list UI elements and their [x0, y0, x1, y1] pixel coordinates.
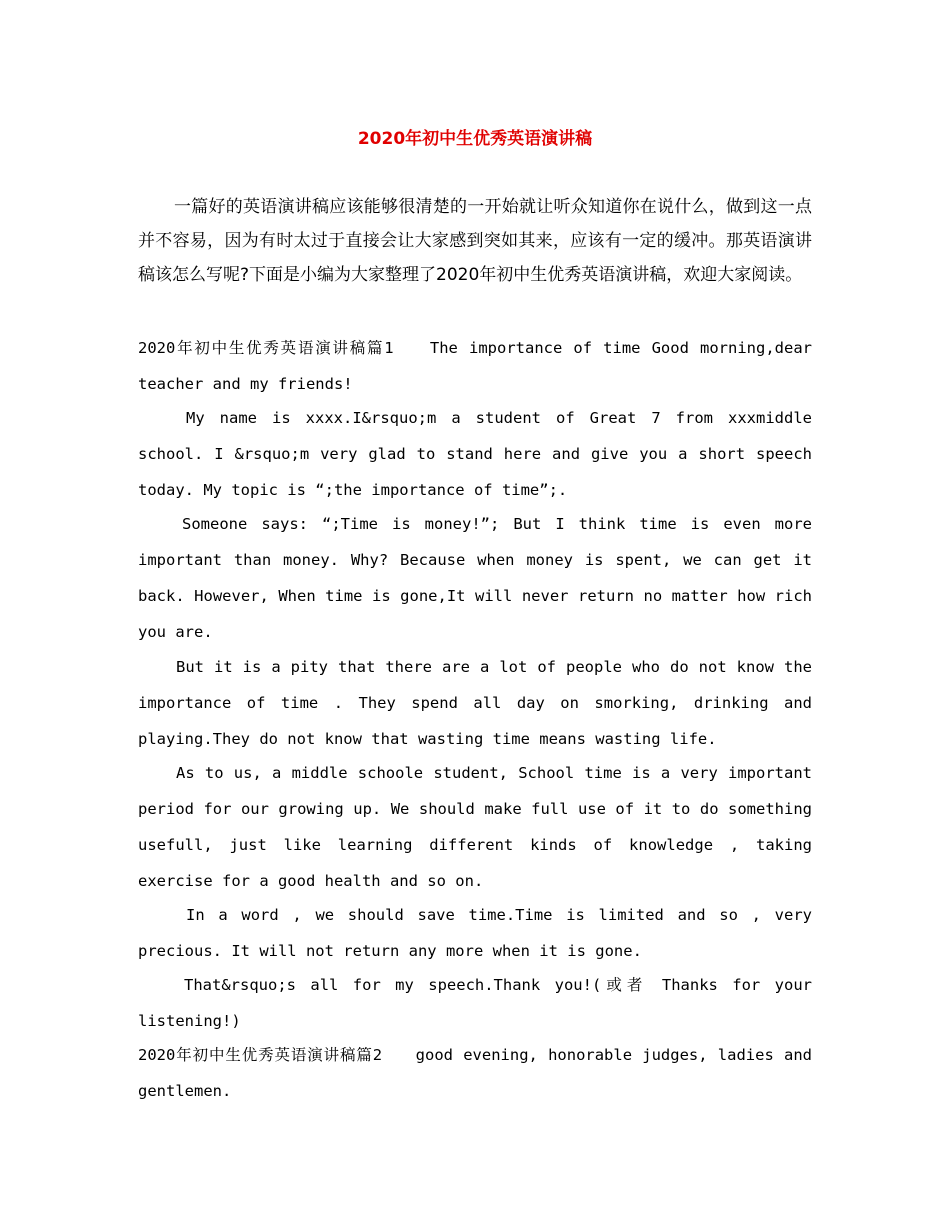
speech1-paragraph-3: But it is a pity that there are a lot of people who do not know the importance of time . They spend all day on smorking, drinking and playing.They do not know that wasting time means wasting life. [138, 658, 812, 748]
section2-heading: 2020年初中生优秀英语演讲稿篇2 good evening, honorable judges, ladies and gentlemen. [138, 1046, 812, 1100]
speech1-paragraph-5: In a word , we should save time.Time is limited and so , very precious. It will not return any more when it is gone. [138, 906, 812, 960]
speech1-paragraph-1: My name is xxxx.I&rsquo;m a student of Great 7 from xxxmiddle school. I &rsquo;m very glad to stand here and give you a short speech today. My topic is “;the importance of time”;. [138, 409, 812, 499]
section1-heading: 2020年初中生优秀英语演讲稿篇1 The importance of time Good morning,dear teacher and my friends! [138, 339, 812, 393]
speech1-paragraph-6: That&rsquo;s all for my speech.Thank you!(或者 Thanks for your listening!) [138, 976, 812, 1030]
intro-paragraph: 一篇好的英语演讲稿应该能够很清楚的一开始就让听众知道你在说什么，做到这一点并不容易，因为有时太过于直接会让大家感到突如其来，应该有一定的缓冲。那英语演讲稿该怎么写呢?下面是小编为大家整理了2020年初中生优秀英语演讲稿，欢迎大家阅读。 [138, 197, 812, 285]
speech1-paragraph-4: As to us, a middle schoole student, School time is a very important period for our growing up. We should make full use of it to do something usefull, just like learning different kinds of knowledge , taking exercise for a good health and so on. [138, 764, 812, 890]
document-title: 2020年初中生优秀英语演讲稿 [357, 129, 593, 149]
speech1-paragraph-2: Someone says: “;Time is money!”; But I think time is even more important than money. Why? Because when money is spent, we can get it back. However, When time is gone,It will never return no matter how rich you are. [138, 515, 812, 641]
